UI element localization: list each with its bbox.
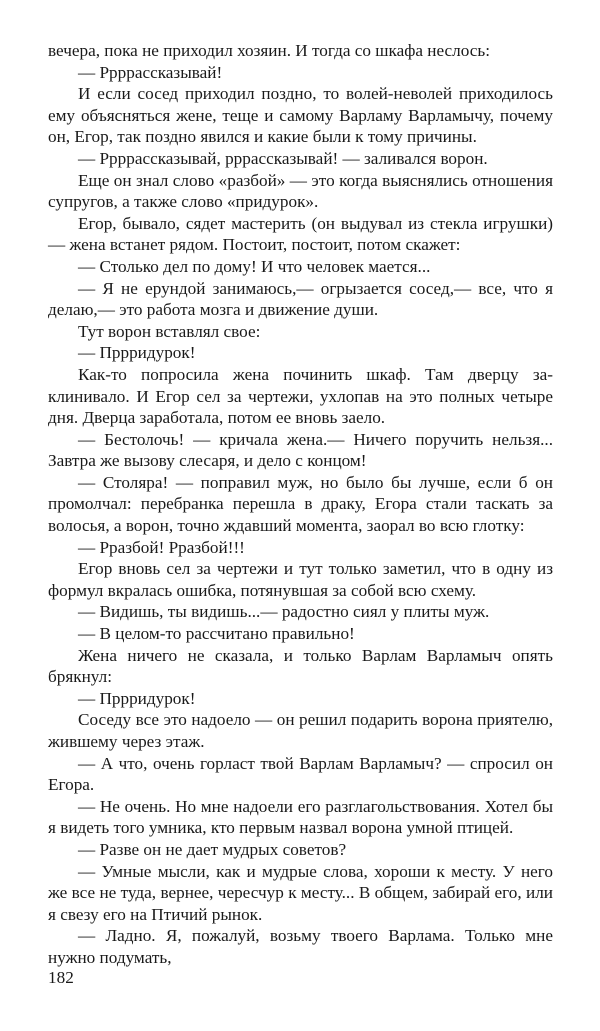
paragraph: Как-то попросила жена починить шкаф. Там дверцу заклинивало. И Егор сел за чертежи, ухлопав на это полных четыре дня. Дверца заработала, потом ее вновь заело. bbox=[48, 364, 553, 428]
paragraph: И если сосед приходил поздно, то волей-неволей приходилось ему объясняться жене, теще и самому Варламу Варламычу, почему он, Егор, так поздно явился и какие были к тому причины. bbox=[48, 84, 553, 147]
paragraph: Еще он знал слово «разбой» — это когда выяснялись отношения супругов, а также слово «придурок». bbox=[48, 170, 553, 212]
paragraph: Тут ворон вставлял свое: bbox=[78, 321, 261, 341]
paragraph: — А что, очень горласт твой Варлам Варламыч? — спросил он Егора. bbox=[48, 753, 553, 795]
paragraph: — Пррридурок! bbox=[78, 343, 196, 363]
paragraph: — Ррррассказывай! bbox=[78, 62, 223, 82]
paragraph: вечера, пока не приходил хозяин. И тогда со шкафа неслось: bbox=[48, 41, 491, 60]
paragraph: — Не очень. Но мне надоели его разглагольствования. Хотел бы я видеть того умника, кто первым назвал ворона умной птицей. bbox=[48, 796, 553, 838]
paragraph: Егор, бывало, сядет мастерить (он выдувал из стекла игрушки) — жена встанет рядом. Постоит, постоит, потом скажет: bbox=[48, 213, 553, 255]
paragraph: — Столяра! — поправил муж, но было бы лучше, если б он промолчал: перебранка перешла в драку, Егора стали таскать за волосья, а ворон, точно ждавший момента, заорал во всю глотку: bbox=[48, 472, 553, 536]
paragraph: — Пррридурок! bbox=[78, 688, 196, 708]
paragraph: — Ррррассказывай, рррассказывай! — заливался ворон. bbox=[78, 148, 488, 168]
page-number: 182 bbox=[48, 968, 74, 987]
paragraph: — Умные мысли, как и мудрые слова, хороши к месту. У него же все не туда, вернее, чересчур к месту... В общем, забирай его, или я свезу его на Птичий рынок. bbox=[48, 861, 553, 924]
page-body bbox=[48, 40, 553, 969]
paragraph: Жена ничего не сказала, и только Варлам Варламыч опять брякнул: bbox=[48, 645, 553, 687]
paragraph: — Ладно. Я, пожалуй, возьму твоего Варлама. Только мне нужно подумать, bbox=[48, 926, 553, 967]
paragraph: — Рразбой! Рразбой!!! bbox=[78, 537, 245, 557]
paragraph: Соседу все это надоело — он решил подарить ворона приятелю, жившему через этаж. bbox=[48, 710, 553, 751]
paragraph: — Бестолочь! — кричала жена.— Ничего поручить нельзя... Завтра же вызову слесаря, и дело с концом! bbox=[48, 429, 553, 471]
paragraph: — Видишь, ты видишь...— радостно сиял у плиты муж. bbox=[78, 602, 490, 622]
paragraph: — Столько дел по дому! И что человек мается... bbox=[78, 256, 431, 276]
paragraph: — Я не ерундой занимаюсь,— огрызается сосед,— все, что я делаю,— это работа мозга и движение души. bbox=[48, 278, 553, 320]
paragraph: Егор вновь сел за чертежи и тут только заметил, что в одну из формул вкралась ошибка, потянувшая за собой всю схему. bbox=[48, 559, 553, 600]
paragraph: — Разве он не дает мудрых советов? bbox=[78, 839, 347, 859]
paragraph: — В целом-то рассчитано правильно! bbox=[78, 624, 355, 644]
